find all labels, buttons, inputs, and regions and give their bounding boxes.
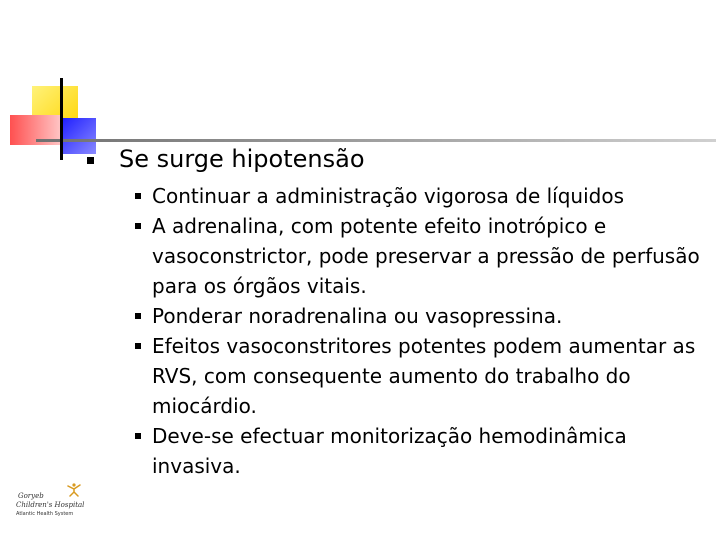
logo-text-line2: Children's Hospital [16, 501, 85, 509]
slide-title: Se surge hipotensão [119, 145, 365, 173]
list-item [135, 421, 705, 481]
bullet-text: Deve-se efectuar monitorização hemodinâmica invasiva. [152, 424, 627, 478]
bullet-marker [135, 313, 141, 319]
hospital-logo [14, 483, 96, 521]
bullet-marker [135, 433, 141, 439]
list-item [135, 301, 705, 331]
child-figure-icon [66, 483, 82, 497]
bullet-text: Continuar a administração vigorosa de líquidos [152, 184, 625, 208]
list-item [135, 331, 705, 421]
vertical-rule [60, 78, 63, 160]
blue-square [60, 118, 96, 154]
horizontal-rule [36, 139, 716, 142]
bullet-text: Efeitos vasoconstritores potentes podem aumentar as RVS, com consequente aumento do trabalho do miocárdio. [152, 334, 696, 418]
bullet-text: A adrenalina, com potente efeito inotrópico e vasoconstrictor, pode preservar a pressão de perfusão para os órgãos vitais. [152, 214, 700, 298]
logo-text-line1: Goryeb [18, 492, 44, 500]
bullet-list [135, 181, 705, 481]
list-item [135, 211, 705, 301]
bullet-marker [135, 193, 141, 199]
bullet-marker [135, 343, 141, 349]
bullet-marker [135, 223, 141, 229]
logo-text-line3: Atlantic Health System [16, 511, 74, 517]
list-item [135, 181, 705, 211]
bullet-text: Ponderar noradrenalina ou vasopressina. [152, 304, 563, 328]
title-bullet [87, 157, 94, 164]
